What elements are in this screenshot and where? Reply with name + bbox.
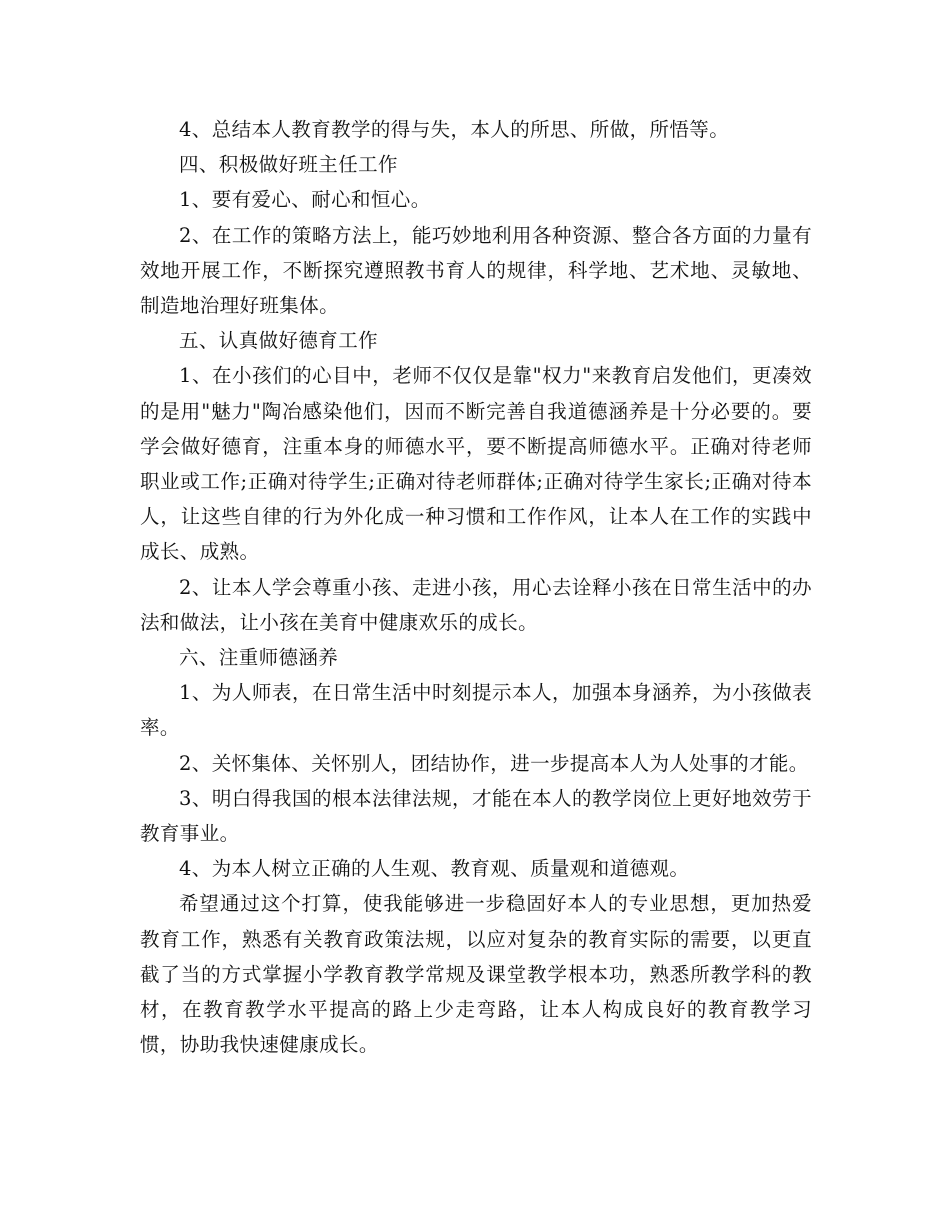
closing-paragraph: 希望通过这个打算，使我能够进一步稳固好本人的专业思想，更加热爱教育工作，熟悉有关教育政策法规，以应对复杂的教育实际的需要，以更直截了当的方式掌握小学教育教学常规及课堂教学根本功，熟悉所教学科的教材，在教育教学水平提高的路上少走弯路，让本人构成良好的教育教学习惯，协助我快速健康成长。 [140, 892, 812, 1057]
list-item-laws: 3、明白得我国的根本法律法规，才能在本人的教学岗位上更好地效劳于教育事业。 [140, 786, 812, 846]
list-item-role-model: 1、为人师表，在日常生活中时刻提示本人，加强本身涵养，为小孩做表率。 [140, 681, 812, 740]
list-item-respect-children: 2、让本人学会尊重小孩、走进小孩，用心去诠释小孩在日常生活中的办法和做法，让小孩在美育中健康欢乐的成长。 [140, 575, 812, 634]
list-item-values: 4、为本人树立正确的人生观、教育观、质量观和道德观。 [179, 857, 690, 881]
document-body [140, 112, 812, 1062]
list-item-teacher-charisma: 1、在小孩们的心目中，老师不仅仅是靠"权力"来教育启发他们，更凑效的是用"魅力"陶冶感染他们，因而不断完善自我道德涵养是十分必要的。要学会做好德育，注重本身的师德水平，要不断提高师德水平。正确对待老师职业或工作;正确对待学生;正确对待老师群体;正确对待学生家长;正确对待本人，让这些自律的行为外化成一种习惯和工作作风，让本人在工作的实践中成长、成熟。 [140, 364, 812, 564]
section-heading-moral-education: 五、认真做好德育工作 [179, 329, 379, 353]
list-item-work-methods: 2、在工作的策略方法上，能巧妙地利用各种资源、整合各方面的力量有效地开展工作，不断探究遵照教书育人的规律，科学地、艺术地、灵敏地、制造地治理好班集体。 [140, 223, 812, 318]
section-heading-teacher-ethics: 六、注重师德涵养 [179, 646, 339, 670]
list-item-care-collective: 2、关怀集体、关怀别人，团结协作，进一步提高本人为人处事的才能。 [179, 751, 809, 775]
list-item-summarize-teaching: 4、总结本人教育教学的得与失，本人的所思、所做，所悟等。 [179, 118, 730, 141]
list-item-love-patience: 1、要有爱心、耐心和恒心。 [179, 188, 431, 212]
section-heading-class-teacher: 四、积极做好班主任工作 [179, 153, 398, 177]
